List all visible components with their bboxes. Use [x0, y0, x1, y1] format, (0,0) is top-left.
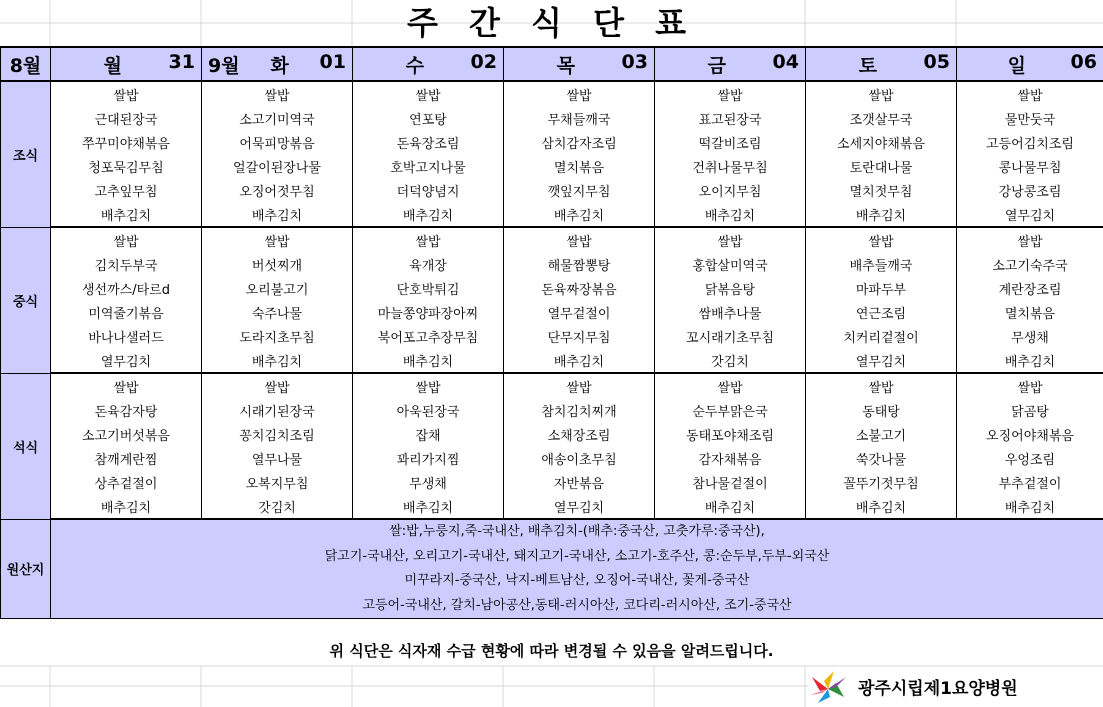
- menu-item: 쌀밥: [655, 373, 806, 398]
- table-row: [1, 300, 1103, 324]
- day-header-1: [202, 47, 353, 81]
- day-header-month: 9월: [208, 54, 240, 77]
- menu-item: 배추김치: [957, 494, 1103, 519]
- table-row: [1, 106, 1103, 130]
- menu-item: 배추김치: [957, 348, 1103, 373]
- day-header-date: 02: [470, 50, 497, 73]
- menu-item: 부추겉절이: [957, 470, 1103, 494]
- day-header-3: [504, 47, 655, 81]
- menu-item: 열무김치: [957, 202, 1103, 227]
- menu-item: 돈육감자탕: [51, 398, 202, 422]
- menu-item: 닭볶음탕: [655, 276, 806, 300]
- menu-item: 근대된장국: [51, 106, 202, 130]
- menu-item: 배추김치: [504, 202, 655, 227]
- hospital-footer: [808, 666, 1103, 707]
- menu-item: 갓김치: [655, 348, 806, 373]
- table-row: [1, 470, 1103, 494]
- menu-item: 쑥갓나물: [806, 446, 957, 470]
- menu-item: 쌀밥: [353, 227, 504, 252]
- meal-label: 중식: [1, 227, 51, 373]
- origin-info: [51, 519, 1103, 619]
- menu-item: 북어포고추장무침: [353, 324, 504, 348]
- meal-label: 조식: [1, 81, 51, 227]
- menu-item: 마늘쫑양파장아찌: [353, 300, 504, 324]
- menu-item: 닭곰탕: [957, 398, 1103, 422]
- menu-item: 소채장조림: [504, 422, 655, 446]
- menu-item: 소세지야채볶음: [806, 130, 957, 154]
- menu-item: 멸치젓무침: [806, 178, 957, 202]
- menu-item: 멸치볶음: [957, 300, 1103, 324]
- menu-item: 쌀밥: [504, 227, 655, 252]
- menu-item: 돈육짜장볶음: [504, 276, 655, 300]
- notice-text: 위 식단은 식자재 수급 현황에 따라 변경될 수 있음을 알려드립니다.: [329, 642, 774, 660]
- menu-item: 쌀밥: [353, 81, 504, 106]
- table-row: [1, 494, 1103, 519]
- menu-item: 배추김치: [806, 494, 957, 519]
- day-header-4: [655, 47, 806, 81]
- table-row: [1, 276, 1103, 300]
- day-header-weekday: 목: [556, 54, 575, 77]
- menu-item: 콩나물무침: [957, 154, 1103, 178]
- menu-item: 무생채: [353, 470, 504, 494]
- menu-item: 표고된장국: [655, 106, 806, 130]
- origin-line: 닭고기-국내산, 오리고기-국내산, 돼지고기-국내산, 소고기-호주산, 콩:순두부,두부-외국산: [324, 548, 830, 564]
- menu-item: 쌀밥: [202, 373, 353, 398]
- menu-item: 쌀밥: [51, 81, 202, 106]
- menu-item: 삼치감자조림: [504, 130, 655, 154]
- menu-item: 배추김치: [655, 494, 806, 519]
- origin-line: 고등어-국내산, 갈치-남아공산,동태-러시아산, 코다리-러시아산, 조기-중국산: [362, 597, 792, 613]
- menu-item: 배추김치: [504, 348, 655, 373]
- menu-item: 단호박튀김: [353, 276, 504, 300]
- menu-item: 연근조림: [806, 300, 957, 324]
- menu-item: 오리불고기: [202, 276, 353, 300]
- menu-item: 소고기숙주국: [957, 252, 1103, 276]
- menu-item: 호박고지나물: [353, 154, 504, 178]
- menu-item: 더덕양념지: [353, 178, 504, 202]
- origin-line: 미꾸라지-중국산, 낙지-베트남산, 오징어-국내산, 꽃게-중국산: [404, 573, 750, 588]
- menu-item: 오이지무침: [655, 178, 806, 202]
- menu-item: 버섯찌개: [202, 252, 353, 276]
- menu-item: 조갯살무국: [806, 106, 957, 130]
- menu-item: 배추김치: [51, 202, 202, 227]
- menu-item: 청포묵김무침: [51, 154, 202, 178]
- menu-item: 쌀밥: [202, 81, 353, 106]
- day-header-date: 05: [923, 50, 950, 73]
- day-header-weekday: 화: [270, 54, 289, 77]
- menu-item: 돈육장조림: [353, 130, 504, 154]
- menu-item: 육개장: [353, 252, 504, 276]
- menu-item: 토란대나물: [806, 154, 957, 178]
- menu-item: 배추김치: [806, 202, 957, 227]
- menu-item: 무생채: [957, 324, 1103, 348]
- menu-item: 바나나샐러드: [51, 324, 202, 348]
- menu-item: 우엉조림: [957, 446, 1103, 470]
- menu-item: 쭈꾸미야채볶음: [51, 130, 202, 154]
- menu-item: 깻잎지무침: [504, 178, 655, 202]
- menu-item: 쌀밥: [655, 227, 806, 252]
- menu-item: 동태탕: [806, 398, 957, 422]
- menu-item: 건취나물무침: [655, 154, 806, 178]
- menu-item: 쌀밥: [353, 373, 504, 398]
- day-header-row: [1, 47, 1103, 81]
- menu-item: 참치김치찌개: [504, 398, 655, 422]
- menu-item: 쌀밥: [51, 373, 202, 398]
- menu-item: 멸치볶음: [504, 154, 655, 178]
- menu-item: 연포탕: [353, 106, 504, 130]
- menu-item: 마파두부: [806, 276, 957, 300]
- day-header-date: 01: [319, 50, 346, 73]
- origin-label: 원산지: [1, 519, 51, 619]
- menu-item: 숙주나물: [202, 300, 353, 324]
- menu-item: 쌀밥: [51, 227, 202, 252]
- menu-item: 열무김치: [806, 348, 957, 373]
- day-header-0: [51, 47, 202, 81]
- menu-item: 잡채: [353, 422, 504, 446]
- menu-item: 배추김치: [51, 494, 202, 519]
- menu-item: 배추김치: [353, 494, 504, 519]
- menu-item: 배추김치: [202, 202, 353, 227]
- day-header-weekday: 일: [1007, 54, 1026, 77]
- menu-item: 쌀밥: [806, 227, 957, 252]
- day-header-date: 04: [772, 50, 799, 73]
- menu-item: 꼬시래기초무침: [655, 324, 806, 348]
- menu-item: 떡갈비조림: [655, 130, 806, 154]
- menu-item: 도라지초무침: [202, 324, 353, 348]
- menu-item: 오복지무침: [202, 470, 353, 494]
- day-header-weekday: 금: [707, 54, 726, 77]
- menu-item: 감자채볶음: [655, 446, 806, 470]
- menu-item: 쌀밥: [806, 81, 957, 106]
- menu-item: 열무나물: [202, 446, 353, 470]
- menu-item: 미역줄기볶음: [51, 300, 202, 324]
- day-header-weekday: 토: [858, 54, 877, 77]
- origin-line: 쌀:밥,누룽지,죽-국내산, 배추김치-(배추:중국산, 고춧가루:중국산),: [389, 524, 765, 539]
- menu-item: 생선까스/타르d: [51, 276, 202, 300]
- hospital-name: 광주시립제1요양병원: [858, 679, 1018, 699]
- menu-item: 얼갈이된장나물: [202, 154, 353, 178]
- menu-item: 쌀밥: [504, 373, 655, 398]
- menu-item: 쌀밥: [806, 373, 957, 398]
- menu-item: 계란장조림: [957, 276, 1103, 300]
- table-row: [1, 373, 1103, 398]
- menu-item: 애송이초무침: [504, 446, 655, 470]
- day-header-weekday: 월: [103, 54, 122, 77]
- table-row: [1, 130, 1103, 154]
- menu-item: 배추김치: [202, 348, 353, 373]
- table-row: [1, 398, 1103, 422]
- menu-item: 꼴뚜기젓무침: [806, 470, 957, 494]
- menu-item: 참나물겉절이: [655, 470, 806, 494]
- header-corner-month: 8월: [1, 47, 51, 81]
- menu-item: 어묵피망볶음: [202, 130, 353, 154]
- menu-item: 단무지무침: [504, 324, 655, 348]
- menu-item: 쌀밥: [957, 373, 1103, 398]
- table-row: [1, 154, 1103, 178]
- day-header-date: 31: [168, 50, 195, 73]
- menu-item: 배추들깨국: [806, 252, 957, 276]
- menu-item: 소고기버섯볶음: [51, 422, 202, 446]
- menu-item: 꽈리가지찜: [353, 446, 504, 470]
- menu-item: 홍합살미역국: [655, 252, 806, 276]
- menu-item: 갓김치: [202, 494, 353, 519]
- table-row: [1, 324, 1103, 348]
- day-header-2: [353, 47, 504, 81]
- menu-item: 상추겉절이: [51, 470, 202, 494]
- table-row: [1, 348, 1103, 373]
- page-title: 주 간 식 단 표: [406, 4, 697, 42]
- menu-item: 배추김치: [353, 202, 504, 227]
- menu-item: 오징어젓무침: [202, 178, 353, 202]
- origin-row: [1, 519, 1103, 619]
- table-row: [1, 178, 1103, 202]
- menu-item: 열무겉절이: [504, 300, 655, 324]
- pinwheel-logo-icon: [808, 667, 848, 707]
- table-row: [1, 202, 1103, 227]
- day-header-weekday: 수: [405, 54, 424, 77]
- menu-item: 참깨계란찜: [51, 446, 202, 470]
- menu-item: 쌀밥: [504, 81, 655, 106]
- menu-item: 물만둣국: [957, 106, 1103, 130]
- menu-item: 열무김치: [504, 494, 655, 519]
- menu-item: 자반볶음: [504, 470, 655, 494]
- menu-item: 배추김치: [353, 348, 504, 373]
- menu-item: 동태포야채조림: [655, 422, 806, 446]
- menu-item: 배추김치: [655, 202, 806, 227]
- menu-item: 김치두부국: [51, 252, 202, 276]
- menu-item: 아욱된장국: [353, 398, 504, 422]
- menu-item: 소고기미역국: [202, 106, 353, 130]
- table-row: [1, 252, 1103, 276]
- day-header-5: [806, 47, 957, 81]
- day-header-date: 06: [1070, 50, 1097, 73]
- table-row: [1, 422, 1103, 446]
- menu-item: 소불고기: [806, 422, 957, 446]
- day-header-6: [957, 47, 1103, 81]
- meal-label: 석식: [1, 373, 51, 519]
- menu-item: 고추잎무침: [51, 178, 202, 202]
- menu-item: 꽁치김치조림: [202, 422, 353, 446]
- menu-item: 무채들깨국: [504, 106, 655, 130]
- day-header-date: 03: [621, 50, 648, 73]
- table-row: [1, 81, 1103, 106]
- menu-item: 순두부맑은국: [655, 398, 806, 422]
- menu-item: 쌀밥: [202, 227, 353, 252]
- menu-item: 시래기된장국: [202, 398, 353, 422]
- menu-item: 고등어김치조림: [957, 130, 1103, 154]
- menu-item: 해물짬뽕탕: [504, 252, 655, 276]
- menu-item: 쌀밥: [957, 81, 1103, 106]
- weekly-menu-table: [0, 46, 1103, 619]
- menu-item: 쌈배추나물: [655, 300, 806, 324]
- menu-item: 치커리겉절이: [806, 324, 957, 348]
- table-row: [1, 227, 1103, 252]
- menu-item: 쌀밥: [957, 227, 1103, 252]
- menu-item: 열무김치: [51, 348, 202, 373]
- table-row: [1, 446, 1103, 470]
- menu-item: 강낭콩조림: [957, 178, 1103, 202]
- menu-item: 오징어야채볶음: [957, 422, 1103, 446]
- menu-item: 쌀밥: [655, 81, 806, 106]
